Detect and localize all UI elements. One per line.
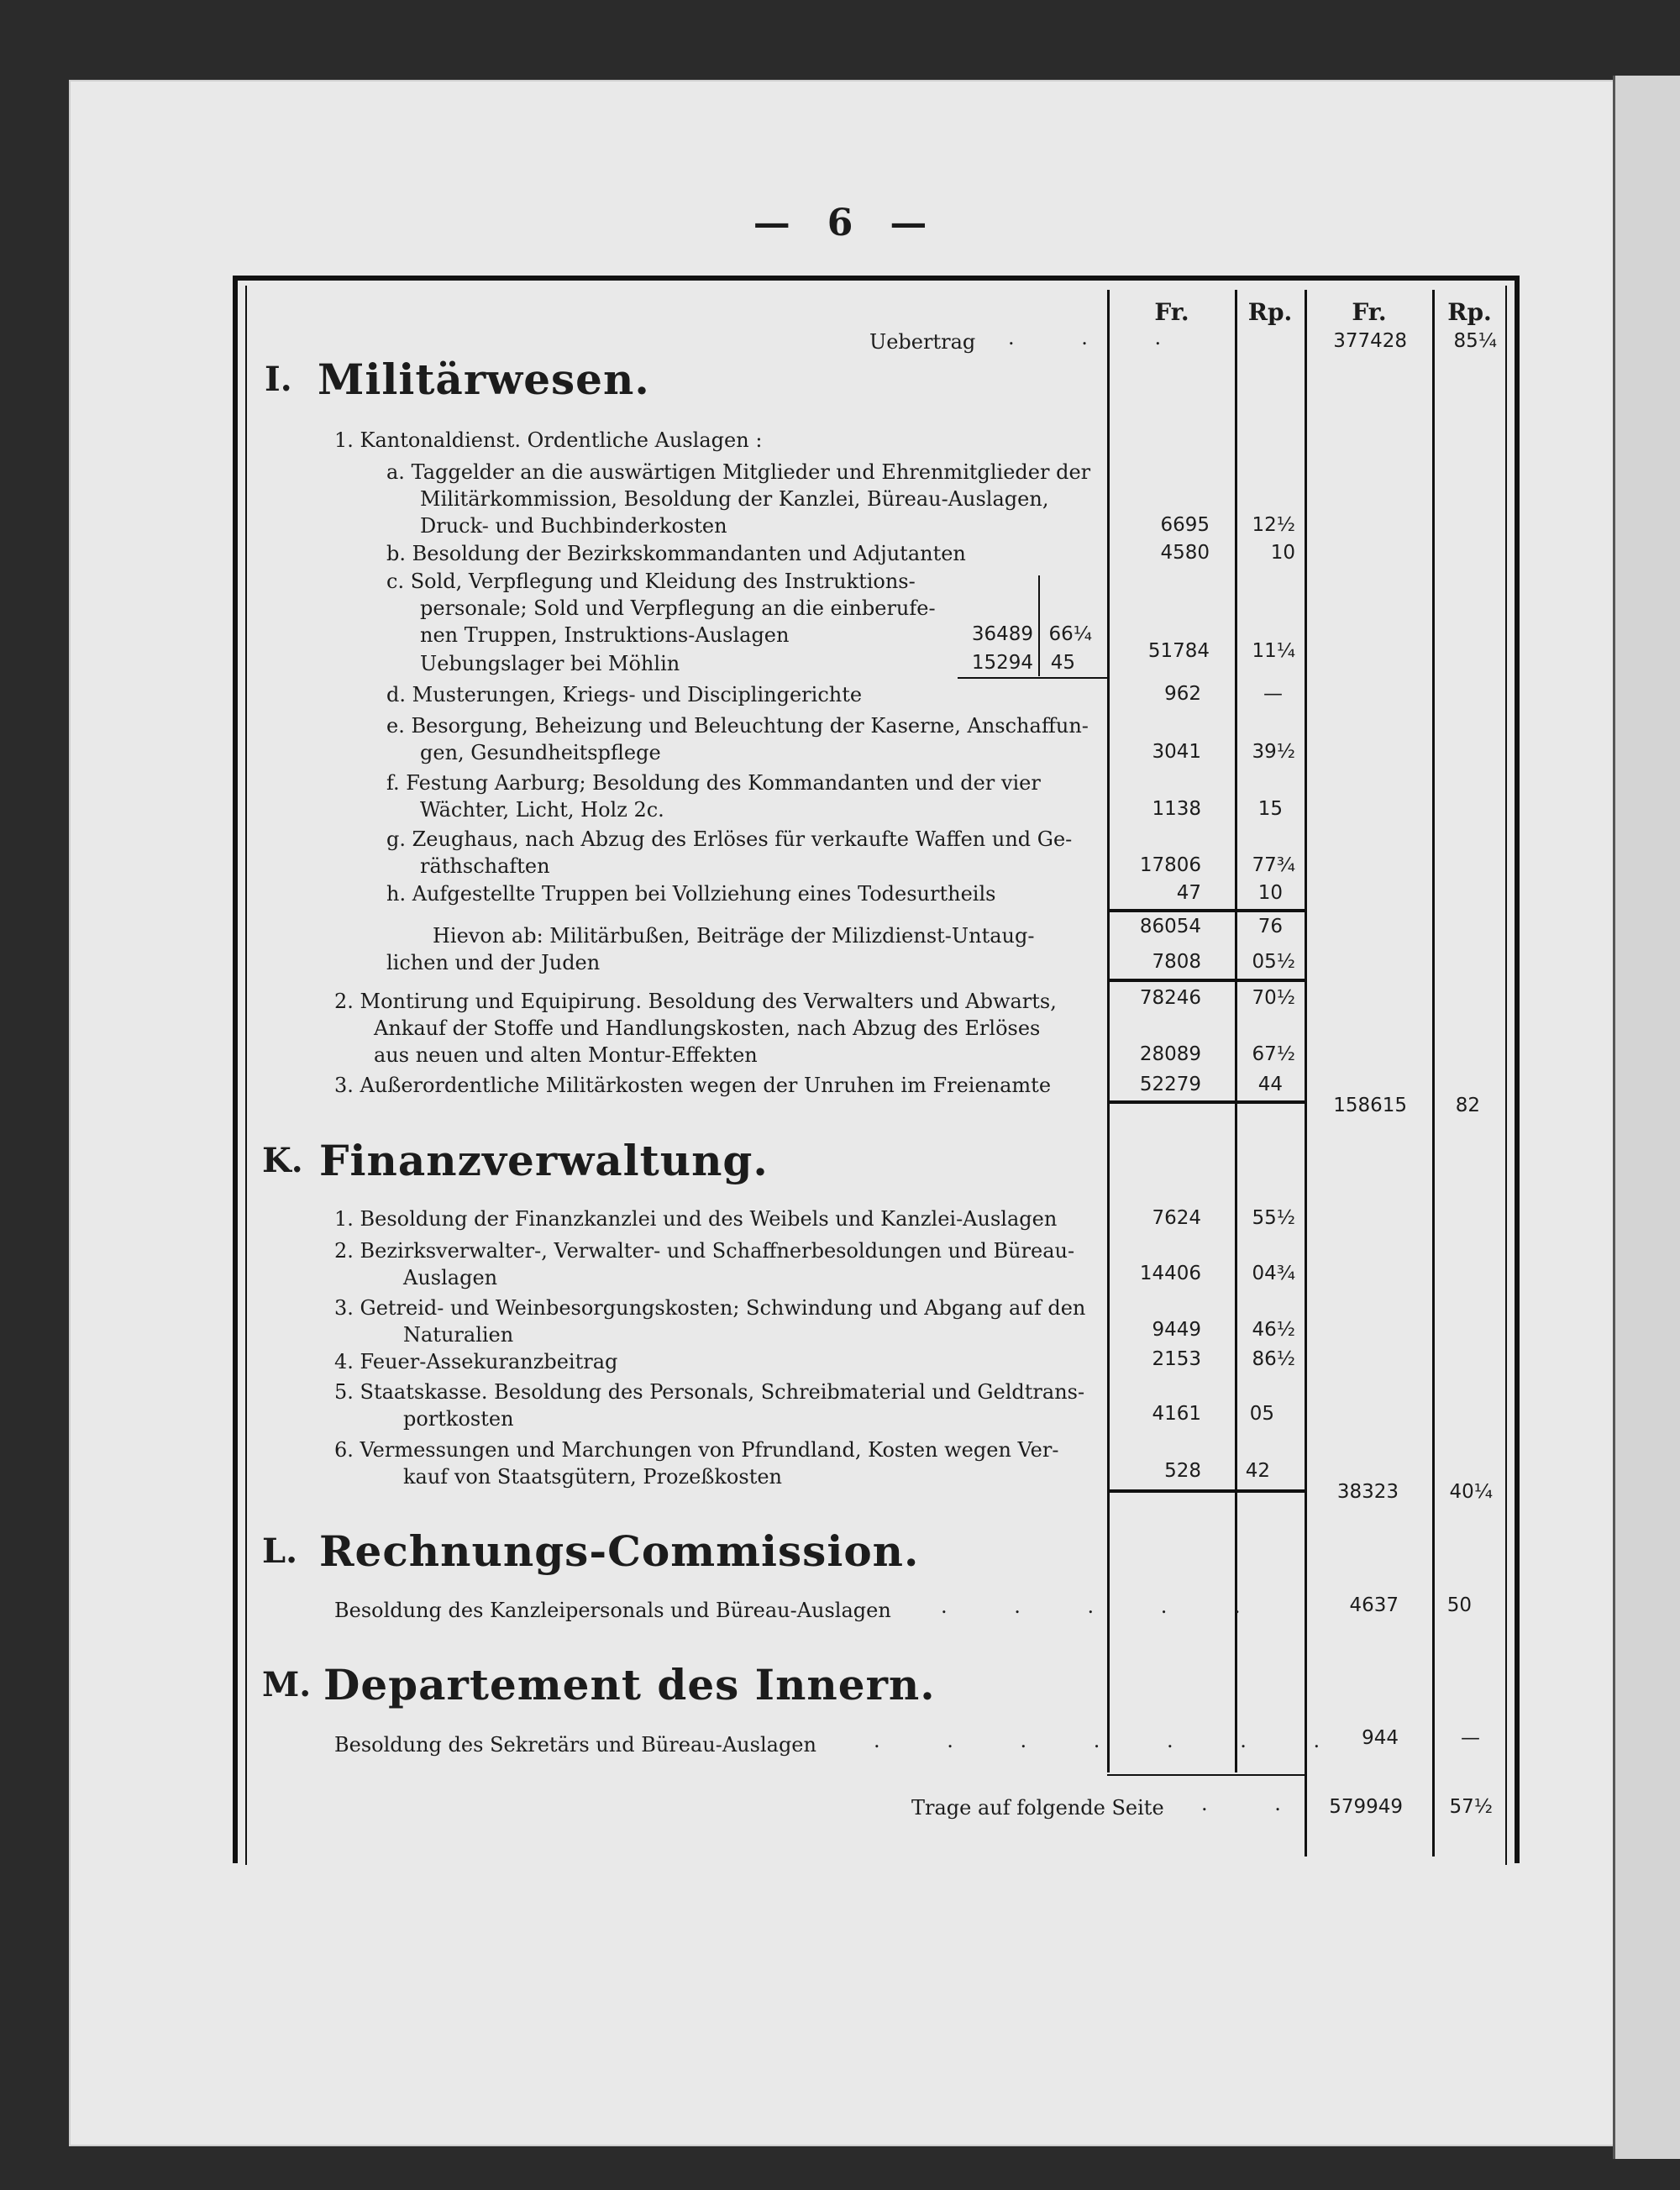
i-a-rp: 12½ (1252, 514, 1295, 536)
i-c-line3: nen Truppen, Instruktions-Auslagen (420, 623, 790, 647)
i-item2-rp: 67½ (1252, 1043, 1295, 1065)
k-i6-rp: 42 (1245, 1460, 1270, 1482)
col-header-rp-total: Rp. (1447, 298, 1492, 326)
dot-leader: . . . . . . . (874, 1729, 1351, 1752)
i-item3-rp: 44 (1257, 1074, 1283, 1095)
k-total-fr: 38323 (1336, 1481, 1399, 1503)
i-item2-net-rp: 70½ (1252, 987, 1295, 1009)
uebertrag-fr: 377428 (1333, 330, 1407, 352)
i-g-line2: räthschaften (420, 854, 550, 878)
i-total-fr: 158615 (1333, 1095, 1407, 1116)
i-g-line1: g. Zeughaus, nach Abzug des Erlöses für verkaufte Waffen und Ge- (386, 827, 1073, 851)
i-item1: 1. Kantonaldienst. Ordentliche Auslagen : (334, 428, 763, 452)
i-item2-fr: 28089 (1139, 1043, 1201, 1065)
i-total-rp: 82 (1455, 1095, 1480, 1116)
i-f-line1: f. Festung Aarburg; Besoldung des Kommandanten und der vier (386, 771, 1041, 795)
col-rule-total-rp (1432, 290, 1435, 1857)
col-header-rp: Rp. (1247, 298, 1293, 326)
k-i1-fr: 7624 (1152, 1207, 1201, 1229)
i-c-fr: 51784 (1147, 640, 1210, 662)
i-a-line3: Druck- und Buchbinderkosten (420, 514, 727, 538)
k-i6-line2: kauf von Staatsgütern, Prozeßkosten (403, 1465, 782, 1489)
section-k-letter: K. (262, 1141, 303, 1180)
k-i3-line2: Naturalien (403, 1323, 514, 1347)
frame-inner-right (1505, 286, 1507, 1865)
uebertrag-rp: 85¼ (1453, 330, 1497, 352)
i-d-rp: — (1263, 683, 1283, 705)
trage-label: Trage auf folgende Seite (911, 1796, 1164, 1820)
k-i5-fr: 4161 (1152, 1403, 1201, 1425)
col-rule-fr-rp (1235, 290, 1237, 1772)
i-item2-line3: aus neuen und alten Montur-Effekten (374, 1043, 758, 1067)
section-l-title: Rechnungs-Commission. (319, 1526, 920, 1576)
k-i6-fr: 528 (1164, 1460, 1201, 1482)
i-f-rp: 15 (1257, 798, 1283, 820)
sum-rule-2 (1107, 979, 1306, 982)
k-i5-rp: 05 (1249, 1403, 1274, 1425)
i-d-line1: d. Musterungen, Kriegs- und Disciplingerichte (386, 683, 863, 706)
k-i4-line1: 4. Feuer-Assekuranzbeitrag (334, 1350, 618, 1373)
page-number: — 6 — (753, 202, 927, 244)
k-i1-rp: 55½ (1252, 1207, 1295, 1229)
k-total-rp: 40¼ (1449, 1481, 1493, 1503)
i-c-sub2-fr: 15294 (971, 652, 1033, 674)
i-c-sub2-rp: 45 (1050, 652, 1075, 674)
m-rp: — (1461, 1727, 1480, 1749)
k-i3-rp: 46½ (1252, 1319, 1295, 1341)
i-e-rp: 39½ (1252, 741, 1295, 763)
k-i4-fr: 2153 (1152, 1348, 1201, 1370)
k-i2-line2: Auslagen (403, 1266, 498, 1289)
i-hievon-line1: Hievon ab: Militärbußen, Beiträge der Milizdienst-Untaug- (433, 924, 1035, 948)
i-hievon-rp: 05½ (1252, 951, 1295, 973)
i-f-line2: Wächter, Licht, Holz 2c. (420, 798, 664, 822)
sum-rule-1 (1107, 909, 1306, 912)
dot-leader: . . . (1008, 326, 1192, 349)
next-page-edge (1613, 76, 1680, 2159)
m-line1: Besoldung des Sekretärs und Büreau-Auslagen (334, 1733, 816, 1757)
sub-col-rule (1038, 575, 1040, 676)
i-item2-line1: 2. Montirung und Equipirung. Besoldung des Verwalters und Abwarts, (334, 990, 1057, 1013)
section-k-title: Finanzverwaltung. (319, 1136, 769, 1185)
i-hievon-line2: lichen und der Juden (386, 951, 601, 974)
col-header-fr-total: Fr. (1352, 298, 1387, 326)
i-item3-line1: 3. Außerordentliche Militärkosten wegen der Unruhen im Freienamte (334, 1074, 1052, 1097)
i-hievon-sum-rp: 76 (1257, 916, 1283, 937)
i-c-line4: Uebungslager bei Möhlin (420, 652, 680, 675)
i-b-line1: b. Besoldung der Bezirkskommandanten und Adjutanten (386, 542, 966, 565)
sum-rule-4 (1107, 1489, 1306, 1493)
k-i5-line1: 5. Staatskasse. Besoldung des Personals, Schreibmaterial und Geldtrans- (334, 1380, 1085, 1404)
i-c-sub1-rp: 66¼ (1048, 623, 1092, 645)
section-i-title: Militärwesen. (318, 354, 650, 404)
i-g-rp: 77¾ (1252, 854, 1295, 876)
l-line1: Besoldung des Kanzleipersonals und Büreau-Auslagen (334, 1599, 891, 1622)
i-hievon-fr: 7808 (1152, 951, 1201, 973)
i-c-sub1-fr: 36489 (971, 623, 1033, 645)
sum-rule-3 (1107, 1100, 1306, 1104)
m-fr: 944 (1362, 1727, 1399, 1749)
col-rule-total-left (1305, 290, 1307, 1857)
i-item2-line2: Ankauf der Stoffe und Handlungskosten, nach Abzug des Erlöses (374, 1016, 1041, 1040)
k-i6-line1: 6. Vermessungen und Marchungen von Pfrundland, Kosten wegen Ver- (334, 1438, 1059, 1462)
k-i1-line1: 1. Besoldung der Finanzkanzlei und des Weibels und Kanzlei-Auslagen (334, 1207, 1058, 1231)
k-i4-rp: 86½ (1252, 1348, 1295, 1370)
k-i2-line1: 2. Bezirksverwalter-, Verwalter- und Schaffnerbesoldungen und Büreau- (334, 1239, 1075, 1263)
k-i2-rp: 04¾ (1252, 1263, 1295, 1284)
i-g-fr: 17806 (1139, 854, 1201, 876)
i-item3-fr: 52279 (1139, 1074, 1201, 1095)
i-e-line1: e. Besorgung, Beheizung und Beleuchtung der Kaserne, Anschaffun- (386, 714, 1089, 738)
section-m-letter: M. (262, 1665, 312, 1704)
l-rp: 50 (1446, 1594, 1472, 1616)
i-e-line2: gen, Gesundheitspflege (420, 741, 661, 764)
i-c-line1: c. Sold, Verpflegung und Kleidung des Instruktions- (386, 570, 916, 593)
i-e-fr: 3041 (1152, 741, 1201, 763)
frame-inner-left (245, 286, 247, 1865)
trage-rp: 57½ (1449, 1796, 1493, 1818)
i-f-fr: 1138 (1152, 798, 1201, 820)
uebertrag-label: Uebertrag (869, 330, 976, 354)
i-c-line2: personale; Sold und Verpflegung an die einberufe- (420, 596, 936, 620)
section-i-letter: I. (265, 360, 292, 399)
i-d-fr: 962 (1164, 683, 1201, 705)
i-item2-net-fr: 78246 (1139, 987, 1201, 1009)
trage-fr: 579949 (1329, 1796, 1403, 1818)
section-l-letter: L. (262, 1531, 298, 1571)
i-h-line1: h. Aufgestellte Truppen bei Vollziehung eines Todesurtheils (386, 882, 996, 906)
i-c-rp: 11¼ (1252, 640, 1295, 662)
l-fr: 4637 (1349, 1594, 1399, 1616)
col-rule-fr-left (1107, 290, 1110, 1772)
i-hievon-sum-fr: 86054 (1139, 916, 1201, 937)
i-a-line2: Militärkommission, Besoldung der Kanzlei, Büreau-Auslagen, (420, 487, 1049, 511)
section-m-title: Departement des Innern. (323, 1660, 936, 1709)
k-i5-line2: portkosten (403, 1407, 514, 1431)
col-header-fr: Fr. (1154, 298, 1189, 326)
i-b-rp: 10 (1270, 542, 1295, 564)
dot-leader: . . (1201, 1792, 1311, 1815)
k-i3-line1: 3. Getreid- und Weinbesorgungskosten; Schwindung und Abgang auf den (334, 1296, 1086, 1320)
k-i2-fr: 14406 (1139, 1263, 1201, 1284)
i-h-fr: 47 (1176, 882, 1201, 904)
i-b-fr: 4580 (1160, 542, 1210, 564)
i-a-fr: 6695 (1160, 514, 1210, 536)
sum-rule-5 (1107, 1774, 1306, 1776)
sub-sum-rule (958, 677, 1109, 679)
k-i3-fr: 9449 (1152, 1319, 1201, 1341)
dot-leader: . . . . . (941, 1594, 1271, 1618)
i-a-line1: a. Taggelder an die auswärtigen Mitglieder und Ehrenmitglieder der (386, 460, 1091, 484)
i-h-rp: 10 (1257, 882, 1283, 904)
